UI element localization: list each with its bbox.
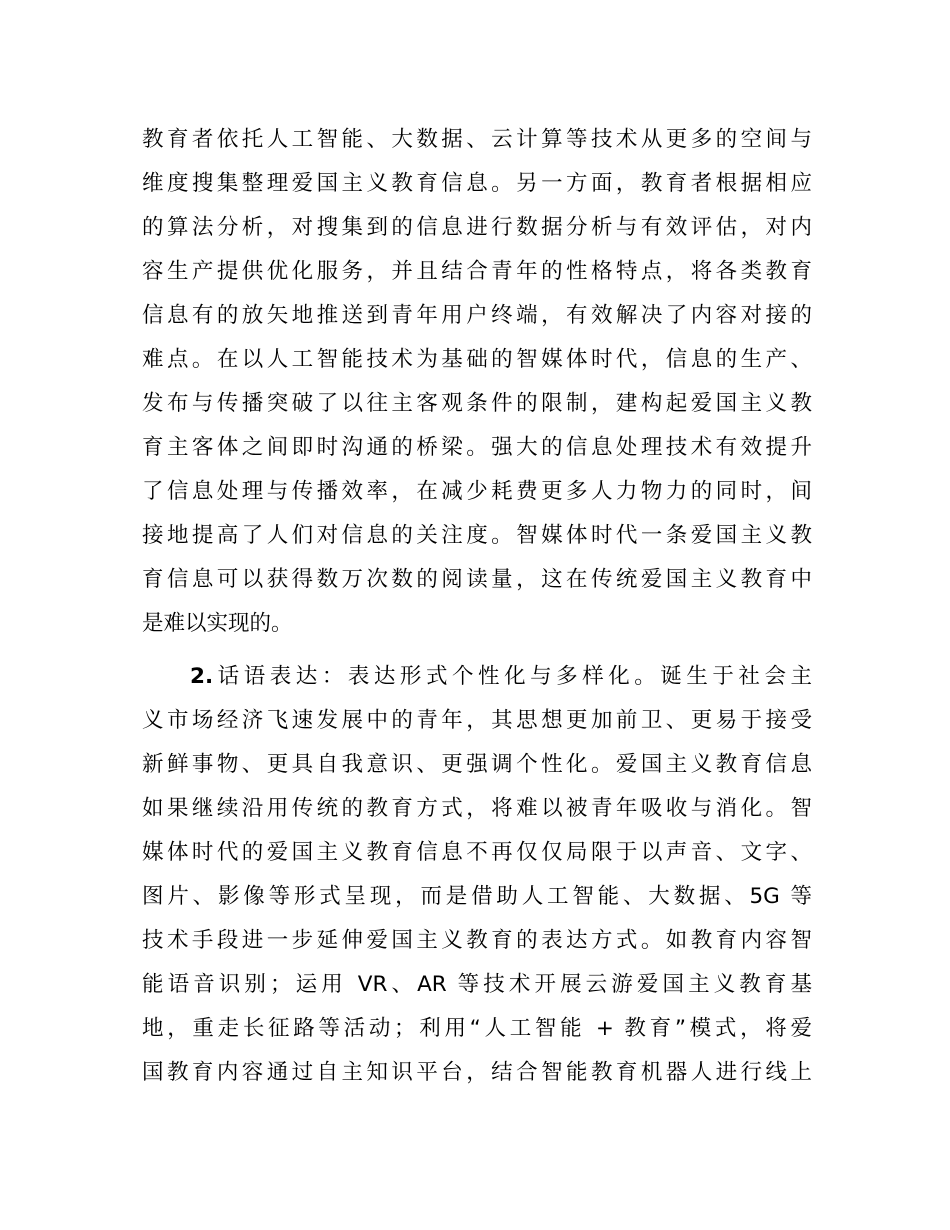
text-line: 了信息处理与传播效率，在减少耗费更多人力物力的同时，间 — [142, 479, 812, 504]
text-line: 信息有的放矢地推送到青年用户终端，有效解决了内容对接的 — [142, 303, 812, 328]
text-line: 发布与传播突破了以往主客观条件的限制，建构起爱国主义教 — [142, 391, 812, 416]
text-line: 图片、影像等形式呈现，而是借助人工智能、大数据、5G 等 — [142, 884, 812, 909]
text-line-first — [190, 655, 812, 699]
text-line: 育信息可以获得数万次数的阅读量，这在传统爱国主义教育中 — [142, 567, 812, 592]
text-line: 媒体时代的爱国主义教育信息不再仅仅局限于以声音、文字、 — [142, 840, 812, 865]
text-line: 接地提高了人们对信息的关注度。智媒体时代一条爱国主义教 — [142, 523, 812, 548]
text-line: 义市场经济飞速发展中的青年，其思想更加前卫、更易于接受 — [142, 708, 812, 733]
text-line: 的算法分析，对搜集到的信息进行数据分析与有效评估，对内 — [142, 215, 812, 240]
text-line: 能语音识别；运用 VR、AR 等技术开展云游爱国主义教育基 — [142, 972, 812, 997]
text-line: 地，重走长征路等活动；利用“人工智能 + 教育”模式，将爱 — [142, 1016, 812, 1041]
text-line: 技术手段进一步延伸爱国主义教育的表达方式。如教育内容智 — [142, 928, 812, 953]
text-line: 如果继续沿用传统的教育方式，将难以被青年吸收与消化。智 — [142, 796, 812, 821]
text-line: 教育者依托人工智能、大数据、云计算等技术从更多的空间与 — [142, 127, 812, 152]
text-line: 是难以实现的。 — [142, 611, 293, 636]
text-line: 维度搜集整理爱国主义教育信息。另一方面，教育者根据相应 — [142, 171, 812, 196]
text-line: 容生产提供优化服务，并且结合青年的性格特点，将各类教育 — [142, 259, 812, 284]
section-heading-text: 话语表达：表达形式个性化与多样化。诞生于社会主 — [213, 664, 812, 689]
text-line: 国教育内容通过自主知识平台，结合智能教育机器人进行线上 — [142, 1060, 812, 1085]
section-number: 2. — [190, 664, 214, 689]
text-line: 育主客体之间即时沟通的桥梁。强大的信息处理技术有效提升 — [142, 435, 812, 460]
text-line: 难点。在以人工智能技术为基础的智媒体时代，信息的生产、 — [142, 347, 812, 372]
text-line: 新鲜事物、更具自我意识、更强调个性化。爱国主义教育信息 — [142, 752, 812, 777]
